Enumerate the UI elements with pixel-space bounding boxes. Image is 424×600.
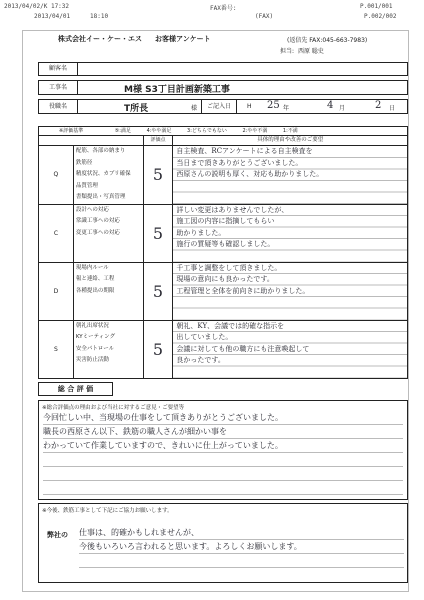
customer-label: 顧客名 [38, 62, 78, 76]
date-month: 4 [327, 100, 334, 111]
category-d: D [39, 262, 74, 320]
score-s: 5 [143, 320, 173, 378]
comment-column-header: 具体的理由や改善のご要望 [173, 136, 408, 146]
date-label: ご記入日 [201, 99, 237, 114]
column-header-row [39, 136, 408, 146]
overall-line-1: 今回忙しい中、当現場の仕事をして頂きありがとうございました。 [43, 413, 283, 422]
scale-2: 2:やや不満 [242, 128, 268, 134]
criteria-q: 配筋、各部の納まり 鉄筋径 精度状況、カブリ確保 品質管理 書類提出・写真管理 [73, 146, 143, 205]
scale-1: 1:不満 [282, 128, 298, 134]
overall-line-2: 職長の西原さん以下、鉄筋の職人さんが細かい事を [43, 427, 227, 436]
title-date-row [38, 99, 408, 114]
category-row-d [39, 262, 408, 320]
scale-3: 3:どちらでもない [187, 128, 227, 134]
overall-line-3: わかっていて作業していますので、きれいに仕上がっていました。 [43, 441, 283, 450]
reply-fax: (返信先 FAX:045-663-7983) [287, 37, 368, 44]
comment-c: 詳しい変更はありませんでしたが、 施工図の内容に指摘してもらい 助かりました。 施行の質疑等も確認しました。 [173, 204, 408, 262]
project-name: M様 S3丁目計画新築工事 [124, 85, 230, 95]
category-c: C [39, 204, 74, 262]
title-value: T所長 [124, 104, 149, 114]
date-era: H [247, 103, 252, 110]
category-row-c [39, 204, 408, 262]
category-q: Q [39, 146, 74, 205]
project-row [38, 80, 408, 95]
title-label: 役職名 [38, 99, 78, 114]
request-question: ※今後、鉄筋工事として下記にご協力お願いします。 [42, 508, 173, 514]
scale-header: ※評価基準 [59, 128, 84, 134]
category-row-s [39, 320, 408, 378]
fax-page-1: P.001/001 [360, 3, 393, 10]
score-q: 5 [143, 146, 173, 205]
scale-4: 4:やや満足 [146, 128, 172, 134]
scale-row [39, 127, 408, 136]
fax-date: 2013/04/01 [34, 13, 71, 20]
request-line-1: 仕事は、的確かもしれませんが、 [79, 528, 199, 537]
date-year-unit: 年 [283, 105, 290, 112]
overall-heading: 総 合 評 価 [38, 382, 113, 396]
overall-box [38, 400, 408, 500]
project-label: 工事名 [38, 80, 78, 95]
honorific: 様 [191, 105, 198, 112]
scale-5: ⑤:満足 [114, 128, 131, 134]
overall-question: ※総合評価点の理由および当社に対するご意見・ご要望等 [42, 405, 185, 411]
request-company-label: 弊社の [47, 531, 68, 539]
fax-number-label: FAX番号: [210, 5, 237, 12]
score-c: 5 [143, 204, 173, 262]
overall-answer [43, 411, 403, 497]
fax-tag: (FAX) [255, 13, 274, 20]
score-d: 5 [143, 262, 173, 320]
fax-time: 18:10 [90, 13, 109, 20]
customer-row [38, 62, 408, 76]
company-name: 株式会社イー・ケー・エス [58, 35, 142, 43]
category-row-q [39, 146, 408, 205]
fax-timestamp: 2013/04/02/K 17:32 [4, 3, 70, 10]
staff-label: 担当: [280, 48, 295, 55]
category-s: S [39, 320, 74, 378]
date-day: 2 [375, 100, 382, 111]
request-answer [79, 526, 404, 568]
evaluation-table [38, 126, 408, 379]
fax-page-2: P.002/002 [364, 13, 397, 20]
request-line-2: 今後もいろいろ言われると思います。よろしくお願いします。 [79, 542, 302, 551]
date-year: 25 [267, 100, 280, 111]
score-column-header: 評価点 [143, 136, 173, 146]
comment-s: 朝礼、KY、会議では的確な指示を 出していました。 会議に対しても他の職方にも注意喚起して 良かったです。 [173, 320, 408, 378]
request-box [38, 503, 408, 583]
form-title: お客様アンケート [155, 35, 211, 43]
comment-q: 自主検査、RCアンケートによる自主検査を 当日まで頂きありがとうございました。 西原さんの説明も厚く、対応も助かりました。 [173, 146, 408, 205]
criteria-s: 朝礼出席状況 KYミーティング 安全パトロール 災害防止活動 [73, 320, 143, 378]
date-day-unit: 日 [389, 105, 396, 112]
comment-d: 千工事と調整をして頂きました。 現場の意向にも良かったです。 工程管理と全体を前向きに助かりました。 [173, 262, 408, 320]
staff-name: 西原 聡史 [298, 48, 324, 55]
criteria-c: 設計への対応 常識工事への対応 変更工事への対応 [73, 204, 143, 262]
date-month-unit: 月 [339, 105, 346, 112]
criteria-d: 現場内ルール 報と連絡、工程 各種提出の期限 [73, 262, 143, 320]
